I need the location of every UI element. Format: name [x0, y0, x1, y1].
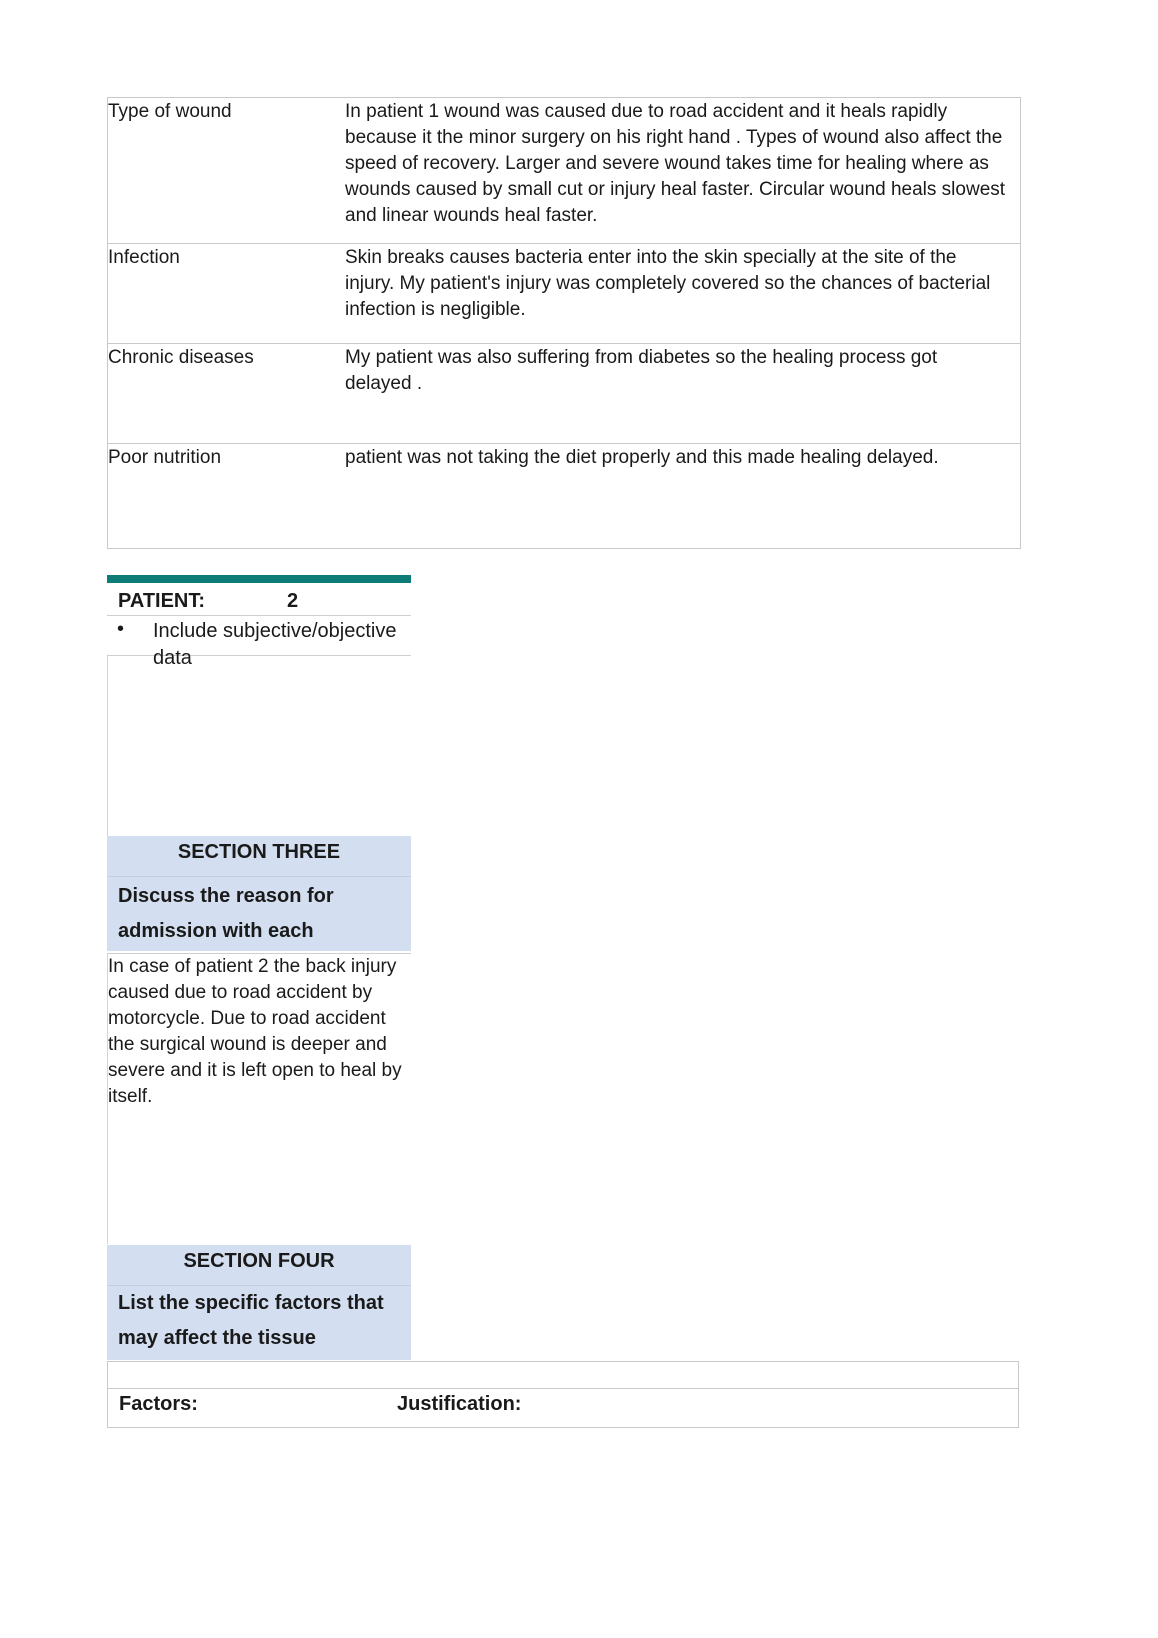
- patient-number: 2: [287, 590, 299, 612]
- justification-column-header: Justification:: [397, 1393, 522, 1415]
- include-data-text: Include subjective/objective data: [153, 620, 397, 669]
- section-divider-bar: [107, 575, 411, 583]
- factor-label: Chronic diseases: [108, 347, 254, 368]
- section-three-heading: SECTION THREE: [107, 836, 411, 876]
- factors-column-header: Factors:: [119, 1393, 198, 1415]
- section-three-description: Discuss the reason for admission with each: [107, 876, 411, 951]
- factors-justification-table: [107, 1361, 1019, 1428]
- patient-data-area: [107, 656, 411, 836]
- factor-explanation: My patient was also suffering from diabetes so the healing process got delayed .: [345, 347, 938, 394]
- factor-label: Poor nutrition: [108, 447, 222, 468]
- patient-label: PATIENT:: [118, 590, 206, 612]
- factor-explanation: In patient 1 wound was caused due to road accident and it heals rapidly because it the minor surgery on his right hand . Types of wound also affect the speed of recovery. Larger and severe wound takes time for healing where as wounds caused by small cut or injury heal faster. Circular wound heals slowest and linear wounds heal faster.: [345, 101, 1006, 226]
- table-row: [108, 243, 1020, 343]
- factors-table: [107, 97, 1021, 549]
- section-four-heading: SECTION FOUR: [107, 1245, 411, 1285]
- section-four-description: List the specific factors that may affect the tissue: [107, 1285, 411, 1360]
- factor-explanation: Skin breaks causes bacteria enter into the skin specially at the site of the injury. My patient's injury was completely covered so the chances of bacterial infection is negligible.: [345, 247, 991, 320]
- table-row: [108, 343, 1020, 443]
- section-three-response: In case of patient 2 the back injury caused due to road accident by motorcycle. Due to road accident the surgical wound is deeper and severe and it is left open to heal by itself.: [107, 953, 411, 1244]
- factor-label: Type of wound: [108, 101, 232, 122]
- include-data-row: [107, 617, 411, 669]
- table-row: [108, 443, 1020, 548]
- table-row: [108, 98, 1020, 243]
- table-row: [108, 1362, 1018, 1389]
- factor-label: Infection: [108, 247, 180, 268]
- factor-explanation: patient was not taking the diet properly and this made healing delayed.: [345, 447, 939, 468]
- patient-header: [107, 586, 411, 616]
- bullet-icon: •: [117, 618, 125, 640]
